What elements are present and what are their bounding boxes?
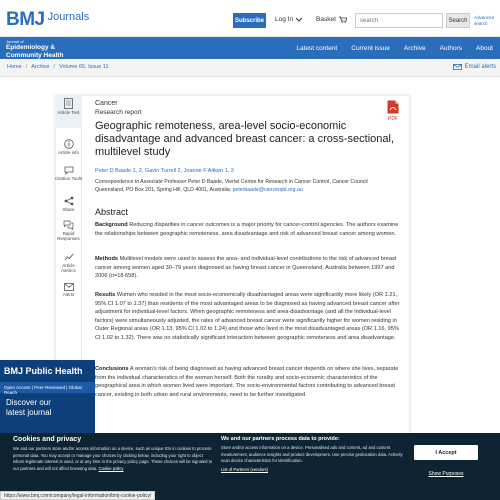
sidebar-item-label: Rapid Responses [57, 231, 80, 241]
responses-icon [63, 220, 74, 230]
abstract-section-text: Reducing disparities in cancer outcomes is a major priority for cancer-control agencies. The authors examine the relationships between geographic remoteness, area disadvantage and risk of advanced breast cancer among women. [95, 222, 399, 237]
cookie-purposes [221, 436, 406, 473]
login-link[interactable] [275, 16, 302, 23]
cookie-banner [0, 433, 500, 500]
logo-bmj: BMJ [6, 9, 45, 30]
mail-icon [64, 283, 74, 291]
abstract-heading: Abstract [95, 207, 129, 217]
accept-cookies-button[interactable]: I Accept [414, 445, 478, 460]
nav-authors[interactable]: Authors [439, 44, 462, 52]
abstract-background [95, 221, 400, 238]
abstract-section-label: Conclusions [95, 366, 129, 372]
journal-title-line2: Community Health [6, 51, 64, 59]
breadcrumb-separator: / [25, 64, 28, 70]
sidebar-item-label: Citation Tools [55, 176, 82, 181]
basket-link[interactable] [316, 16, 347, 23]
abstract-section-text: A woman's risk of being diagnosed as having advanced breast cancer depends on where she lives, separate from the individual characteristics of the woman herself. Both the rurality and socio-economic characteristics of the geographical area in which women lived were important. The socio-environmental factors contributing to advanced breast cancer, existing in both urban and rural environments, need to be further investigated. [95, 366, 399, 398]
breadcrumb-archive[interactable]: Archive [31, 64, 50, 70]
sidebar-item-label: Article Text [57, 110, 80, 115]
vendors-link[interactable]: List of Partners (vendors) [221, 466, 269, 472]
cookie-purposes-heading: We and our partners process data to provide: [221, 436, 340, 442]
ad-cta-line: latest journal [6, 408, 52, 417]
show-purposes-button[interactable]: Show Purposes [428, 471, 464, 477]
nav-about[interactable]: About [476, 44, 493, 52]
advanced-search-link[interactable]: Advanced search [474, 15, 495, 26]
nav-current-issue[interactable]: Current issue [351, 44, 390, 52]
bmj-journals-logo[interactable] [6, 9, 89, 31]
quote-icon [64, 165, 74, 175]
journal-nav [289, 37, 500, 59]
search-button[interactable]: Search [446, 13, 470, 28]
correspondence [95, 178, 395, 194]
nav-archive[interactable]: Archive [403, 44, 426, 52]
abstract-conclusions [95, 365, 400, 399]
abstract-section-label: Results [95, 292, 116, 298]
nav-latest-content[interactable]: Latest content [296, 44, 338, 52]
article-title: Geographic remoteness, area-level socio-economic disadvantage and advanced breast cancer: a cross-sectional, multilevel study [95, 120, 395, 158]
cookie-text-body: We and our partners store and/or access information on a device, such as unique IDs in cookies to process personal data. You may accept or manage your choices by clicking below, including your right to object where legitimate interest is used, or at any time in the privacy policy page. These choices will be signaled to our partners and will not affect browsing data. [13, 446, 213, 471]
mail-icon [453, 64, 462, 70]
logo-journals: Journals [47, 11, 90, 23]
cookie-text [13, 446, 213, 472]
abstract-section-text: Multilevel models were used to assess the area- and individual-level contributions to the risk of advanced breast cancer among women aged 30–79 years diagnosed as having breast cancer in Queensland, Australia between 1997 and 2006 (n=18 658). [95, 256, 397, 279]
search-input[interactable] [355, 13, 443, 28]
cookie-heading: Cookies and privacy [13, 436, 82, 443]
abstract-results [95, 291, 400, 342]
email-alerts-label: Email alerts [464, 64, 496, 70]
journal-title[interactable] [6, 39, 63, 59]
sidebar-item-label: Share [62, 207, 75, 212]
sidebar-item-article-info[interactable] [55, 139, 82, 155]
abstract-section-label: Methods [95, 256, 118, 262]
ad-tagline: Open Access | Peer-Reviewed | Global Reach [0, 382, 95, 393]
sidebar-item-label: Article info [57, 150, 79, 155]
correspondence-email[interactable]: peterbaade@cancerqld.org.au [232, 187, 303, 193]
chevron-down-icon [296, 17, 302, 22]
journal-title-line1: Epidemiology & [6, 44, 56, 51]
breadcrumb-home[interactable]: Home [7, 64, 22, 70]
sidebar-item-label: Article metrics [61, 263, 76, 273]
pdf-icon [387, 100, 399, 114]
login-label: Log In [275, 16, 294, 23]
status-bar-url: https://www.bmj.com/company/legal-information/bmj-cookie-policy/ [0, 491, 155, 500]
cookie-policy-link[interactable]: Cookie policy [98, 465, 124, 471]
subscribe-button[interactable]: Subscribe [233, 13, 266, 28]
cookie-purposes-text: Store and/or access information on a device. Personalised ads and content, ad and content measurement, audience insights and product development. Use precise geolocation data. Actively scan device characteristics for identification. [221, 445, 403, 463]
sidebar-item-label: Alerts [62, 292, 75, 297]
article-report-type: Research report [95, 109, 142, 116]
breadcrumb-separator: / [53, 64, 56, 70]
metrics-icon [64, 252, 74, 262]
article-category: Cancer [95, 100, 118, 107]
correspondence-text: Correspondence to Associate Professor Peter D Baade, Viertel Centre for Research in Cancer Control, Cancer Council Queensland, PO Box 201, Spring Hill, QLD 4001, Australia; [95, 179, 368, 193]
abstract-section-label: Background [95, 222, 128, 228]
abstract-section-text: Women who resided in the most socio-economically disadvantaged areas were significantly more likely (OR 1.21, 95% CI 1.07 to 1.37) than residents of the most advantaged areas to be diagnosed as having advanced breast cancer after adjustment for individual-level factors. When geographic remoteness and area-disadvantage (and all the individual-level factors) were simultaneously adjusted, the rates of advanced breast cancer were significantly higher for women residing in Outer Regional areas (OR 1.13, 95% CI 1.02 to 1.24) and those who lived in the most disadvantaged areas (OR 1.16, 95% CI 1.02 to 1.32). There was no statistically significant interaction between geographic remoteness and area disadvantage. [95, 292, 400, 341]
breadcrumb-bar [0, 59, 500, 77]
article-authors[interactable]: Peter D Baade 1, 2, Gavin Turrell 2, Joanne F Aitken 1, 3 [95, 168, 234, 174]
journal-title-prefix: Journal of [6, 39, 24, 44]
info-icon [64, 139, 74, 149]
sidebar-item-citation-tools[interactable] [55, 165, 82, 181]
email-alerts-link[interactable] [453, 64, 496, 70]
top-bar [0, 0, 500, 37]
share-icon [64, 196, 74, 206]
breadcrumb [7, 64, 109, 70]
document-icon [64, 98, 73, 109]
cart-icon [339, 16, 347, 23]
abstract-methods [95, 255, 400, 281]
pdf-download-button[interactable] [385, 100, 401, 122]
breadcrumb-issue[interactable]: Volume 65, Issue 11 [59, 64, 109, 70]
sidebar-item-article-metrics[interactable] [55, 252, 82, 273]
journal-header [0, 37, 500, 59]
sidebar-item-alerts[interactable] [55, 283, 82, 297]
basket-label: Basket [316, 16, 336, 23]
pdf-label: PDF [388, 116, 398, 122]
bmj-public-health-ad[interactable] [0, 360, 95, 433]
sidebar-item-share[interactable] [55, 196, 82, 212]
sidebar-item-article-text[interactable] [55, 95, 82, 128]
ad-cta-line: Discover our [6, 398, 51, 407]
cookie-info [13, 436, 213, 472]
sidebar-item-rapid-responses[interactable] [55, 220, 82, 241]
ad-cta [6, 398, 51, 418]
ad-title: BMJ Public Health [4, 366, 83, 376]
